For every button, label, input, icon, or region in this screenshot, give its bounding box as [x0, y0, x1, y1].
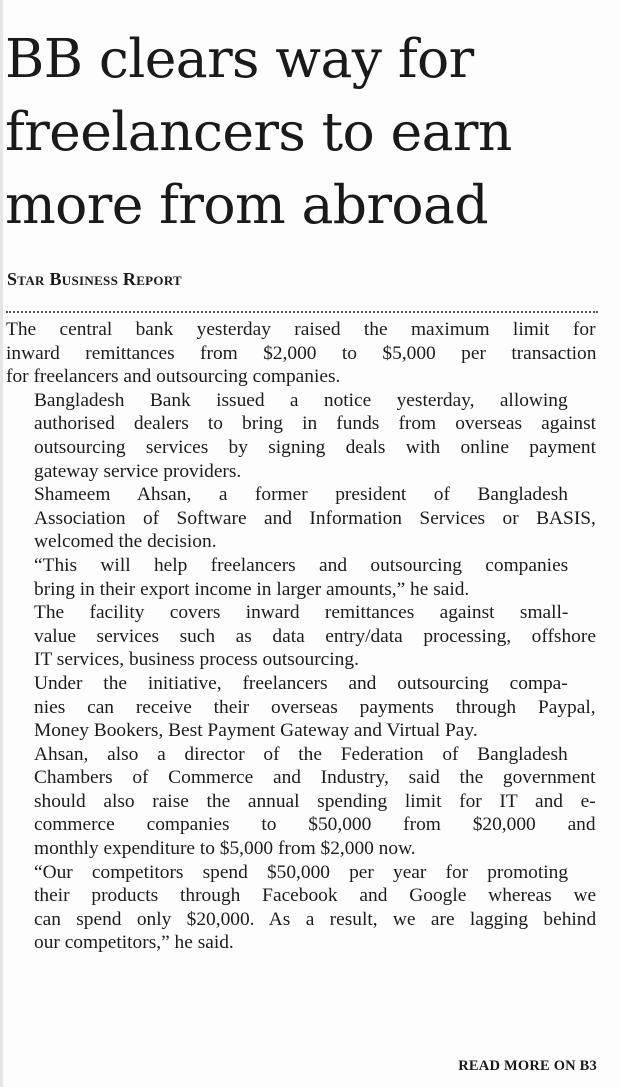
text-line: welcomed the decision. [34, 531, 217, 553]
paragraph [6, 483, 596, 554]
text-line: Chambers of Commerce and Industry, said the government [34, 767, 596, 789]
text-line: gateway service providers. [34, 460, 242, 482]
text-line: Money Bookers, Best Payment Gateway and Virtual Pay. [34, 720, 478, 742]
text-line: Association of Software and Information Services or BASIS, [34, 507, 596, 529]
byline: Star Business Report [7, 269, 183, 289]
text-line: nies can receive their overseas payments through Paypal, [34, 696, 596, 718]
article-body [6, 318, 596, 955]
text-line: bring in their export income in larger amounts,” he said. [34, 578, 470, 600]
paragraph [6, 672, 596, 743]
text-line: our competitors,” he said. [34, 932, 234, 954]
text-line: Shameem Ahsan, a former president of Bangladesh [34, 484, 568, 506]
paragraph [6, 601, 596, 672]
paragraph [6, 743, 596, 861]
headline-line: freelancers to earn [5, 100, 512, 163]
text-line: can spend only $20,000. As a result, we are lagging behind [34, 908, 597, 930]
text-line: inward remittances from $2,000 to $5,000 per transaction [6, 342, 597, 364]
page-edge [0, 0, 3, 1087]
paragraph [6, 861, 596, 955]
read-more-link[interactable]: READ MORE ON B3 [458, 1058, 597, 1074]
headline-line: more from abroad [5, 173, 488, 236]
text-line: Ahsan, also a director of the Federation of Bangladesh [34, 743, 568, 765]
text-line: outsourcing services by signing deals with online payment [34, 436, 596, 458]
text-line: their products through Facebook and Google whereas we [34, 885, 597, 907]
text-line: The central bank yesterday raised the maximum limit for [6, 319, 596, 340]
text-line: IT services, business process outsourcing. [34, 649, 359, 671]
headline [5, 22, 615, 241]
text-line: Bangladesh Bank issued a notice yesterday, allowing [34, 389, 568, 411]
paragraph [6, 389, 596, 483]
text-line: The facility covers inward remittances against small- [34, 602, 569, 624]
text-line: authorised dealers to bring in funds from overseas against [34, 413, 597, 435]
text-line: “This will help freelancers and outsourcing companies [34, 554, 569, 576]
text-line: should also raise the annual spending limit for IT and e- [34, 790, 596, 812]
text-line: monthly expenditure to $5,000 from $2,000 now. [34, 838, 416, 860]
paragraph [6, 554, 596, 601]
dotted-divider [6, 311, 598, 313]
text-line: Under the initiative, freelancers and outsourcing compa- [34, 672, 568, 694]
text-line: commerce companies to $50,000 from $20,000 and [34, 814, 596, 836]
text-line: value services such as data entry/data processing, offshore [34, 625, 596, 647]
text-line: “Our competitors spend $50,000 per year for promoting [34, 861, 569, 883]
headline-line: BB clears way for [5, 27, 474, 90]
text-line: for freelancers and outsourcing companies. [6, 366, 341, 388]
paragraph [6, 318, 596, 389]
